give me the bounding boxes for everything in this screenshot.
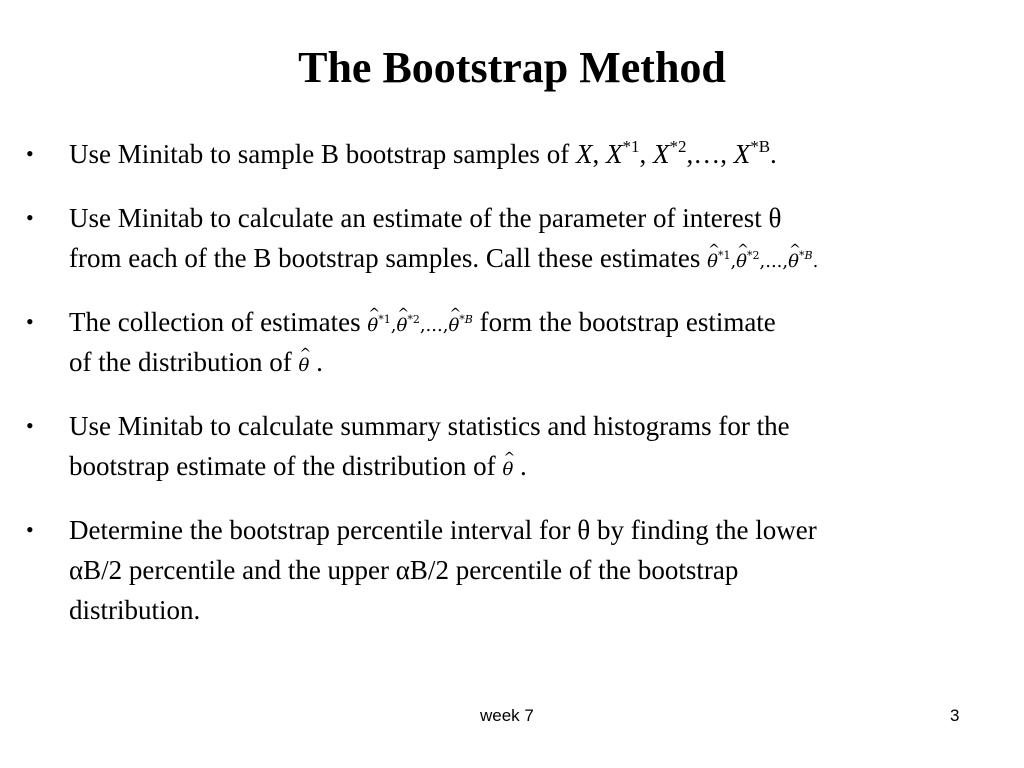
separator: , bbox=[639, 139, 653, 169]
separator: ,..., bbox=[419, 315, 449, 336]
sentence-end: . bbox=[513, 451, 527, 481]
separator: , bbox=[592, 139, 606, 169]
bullet-line: αB/2 percentile and the upper αB/2 percentile of the bootstrap bbox=[69, 555, 739, 585]
theta-hat: ^ θ bbox=[448, 306, 459, 346]
theta-hat: ^ θ bbox=[502, 450, 513, 490]
theta-hat-symbol bbox=[298, 355, 309, 376]
footer-week-label: week 7 bbox=[480, 706, 534, 725]
bullet-text-prefix: The collection of estimates bbox=[69, 307, 368, 337]
bullet-text-prefix: Use Minitab to sample B bootstrap samples of bbox=[69, 139, 576, 169]
bullet-symbol: • bbox=[26, 413, 34, 438]
bullet-text bbox=[69, 302, 1009, 382]
bullet-symbol: • bbox=[26, 205, 34, 230]
theta-hat-symbol bbox=[502, 459, 513, 480]
var-x-star-2: X bbox=[652, 139, 670, 169]
sentence-end: . bbox=[812, 251, 819, 272]
bullet-line bbox=[69, 134, 1009, 174]
theta-estimates-formula bbox=[367, 315, 472, 336]
bullet-line bbox=[69, 342, 1009, 382]
separator: ,…, bbox=[686, 139, 734, 169]
superscript-star-2: *2 bbox=[669, 137, 687, 156]
bullet-line: distribution. bbox=[69, 595, 201, 625]
separator: , bbox=[730, 251, 737, 272]
bullet-symbol: • bbox=[26, 141, 34, 166]
superscript-star-b: *B bbox=[750, 137, 771, 156]
bullet-line: Use Minitab to calculate summary statistics and histograms for the bbox=[69, 411, 790, 441]
bullet-text bbox=[69, 134, 1009, 174]
bullet-text-prefix: of the distribution of bbox=[69, 347, 299, 377]
theta-hat: ^ θ bbox=[367, 306, 378, 346]
superscript-star-1: *1 bbox=[378, 313, 391, 326]
sentence-end: . bbox=[309, 347, 323, 377]
bullet-symbol: • bbox=[26, 517, 34, 542]
superscript-star-b: *B bbox=[798, 249, 813, 262]
bullet-text bbox=[69, 406, 1009, 486]
superscript-star-1: *1 bbox=[717, 249, 731, 262]
theta-hat: ^ θ bbox=[736, 242, 747, 282]
slide-title: The Bootstrap Method bbox=[298, 43, 726, 92]
theta-hat: ^ θ bbox=[396, 306, 407, 346]
bullet-text-prefix: bootstrap estimate of the distribution of bbox=[69, 451, 503, 481]
sentence-end: . bbox=[770, 139, 777, 169]
var-x-star-1: X bbox=[605, 139, 623, 169]
superscript-star-2: *2 bbox=[747, 249, 760, 262]
bullet-text-suffix: form the bootstrap estimate bbox=[472, 307, 776, 337]
var-x-star-b: X bbox=[733, 139, 751, 169]
theta-hat: ^ θ bbox=[707, 242, 718, 282]
superscript-star-b: *B bbox=[459, 313, 473, 326]
var-x: X bbox=[575, 139, 593, 169]
bullet-symbol: • bbox=[26, 309, 34, 334]
separator: , bbox=[390, 315, 397, 336]
bullet-line bbox=[69, 446, 1009, 486]
page-number: 3 bbox=[950, 706, 960, 725]
bullet-text bbox=[69, 510, 1009, 630]
separator: ,..., bbox=[759, 251, 789, 272]
superscript-star-2: *2 bbox=[407, 313, 420, 326]
bullet-line: Use Minitab to calculate an estimate of the parameter of interest θ bbox=[69, 203, 782, 233]
bullet-text-prefix: from each of the B bootstrap samples. Call these estimates bbox=[69, 243, 708, 273]
bullet-line: Determine the bootstrap percentile interval for θ by finding the lower bbox=[69, 515, 817, 545]
theta-hat: ^ θ bbox=[788, 242, 799, 282]
bullet-line bbox=[69, 302, 1009, 342]
bullet-line bbox=[69, 238, 1009, 278]
theta-estimates-formula bbox=[707, 251, 818, 272]
theta-hat: ^ θ bbox=[298, 346, 309, 386]
superscript-star-1: *1 bbox=[622, 137, 640, 156]
bullet-text bbox=[69, 198, 1009, 278]
